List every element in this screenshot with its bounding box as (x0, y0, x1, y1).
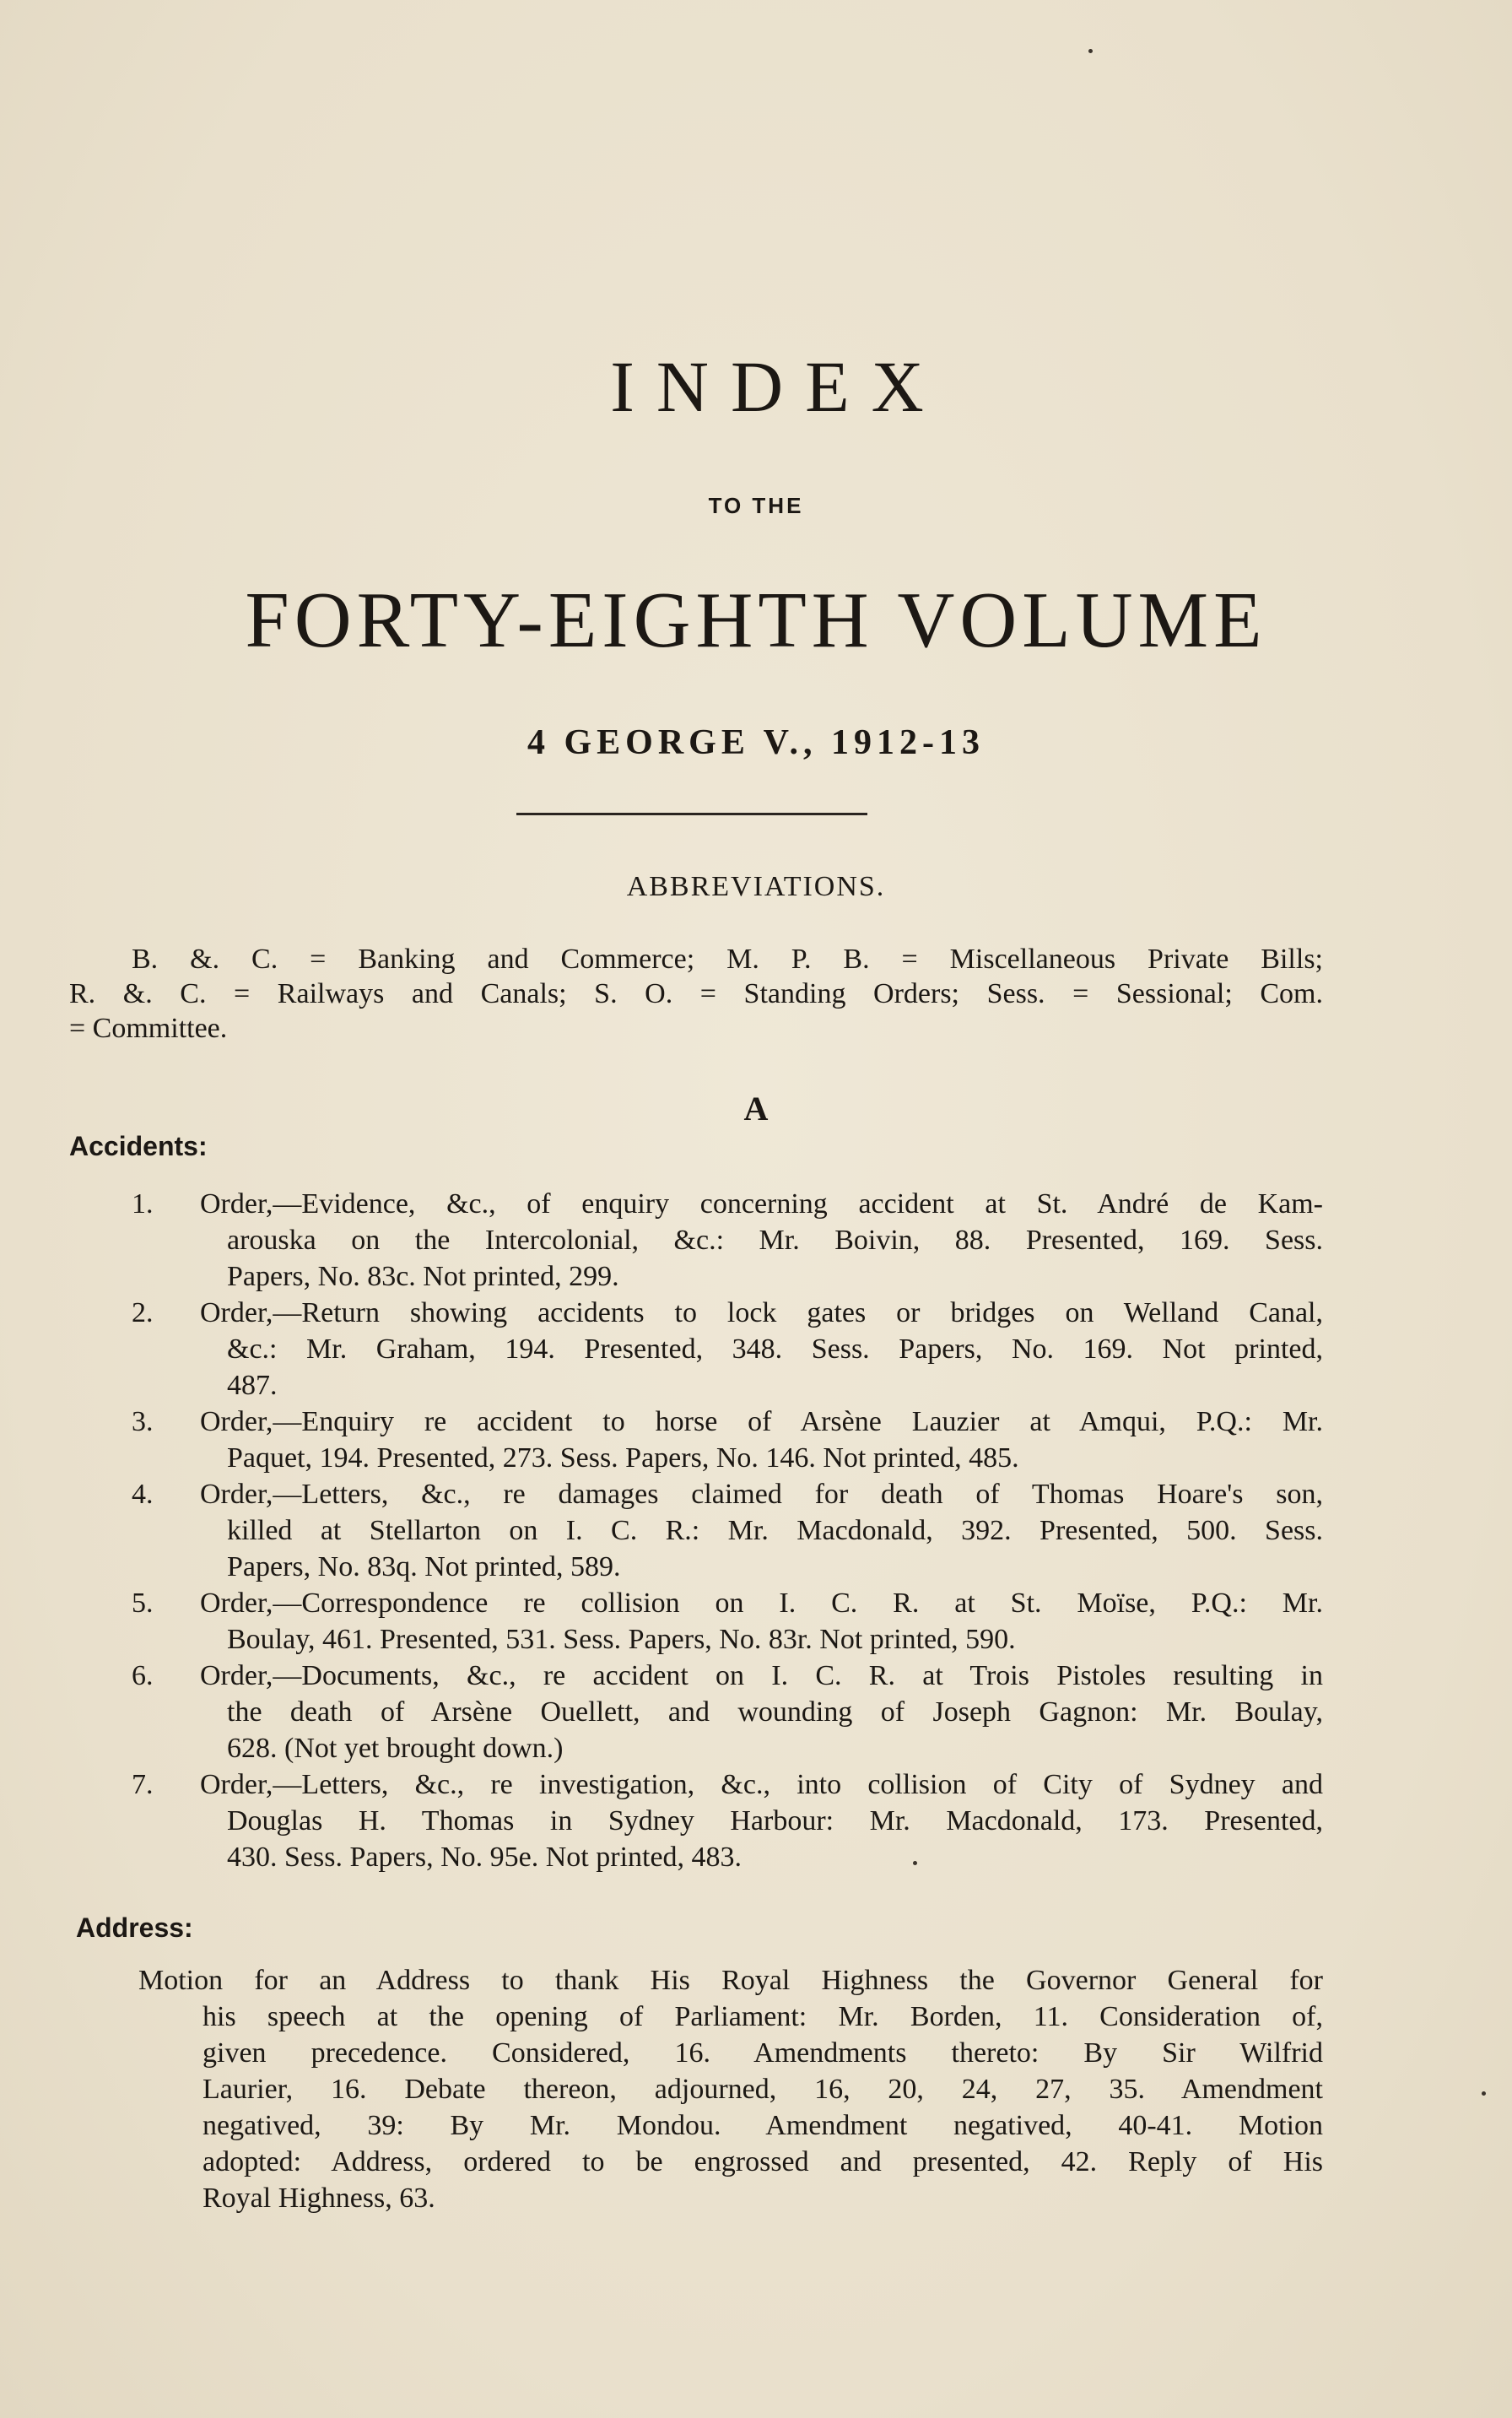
index-title: INDEX (610, 346, 946, 427)
entry-line: Order,—Correspondence re collision on I. C. R. at St. Moïse, P.Q.: Mr. (200, 1588, 1323, 1619)
paper-speck (1482, 2091, 1486, 2096)
entry-line: arouska on the Intercolonial, &c.: Mr. Boivin, 88. Presented, 169. Sess. (227, 1225, 1323, 1256)
address-line: Motion for an Address to thank His Royal Highness the Governor General for (138, 1965, 1323, 1996)
abbreviations-heading: ABBREVIATIONS. (626, 871, 886, 902)
volume-title: FORTY-EIGHTH VOLUME (245, 576, 1267, 664)
address-line: negatived, 39: By Mr. Mondou. Amendment negatived, 40-41. Motion (202, 2110, 1323, 2141)
entry-text (200, 1585, 1323, 1658)
address-line: Royal Highness, 63. (202, 2183, 435, 2214)
section-letter: A (743, 1090, 769, 1128)
abbreviations-line: B. &. C. = Banking and Commerce; M. P. B. = Miscellaneous Private Bills; (132, 944, 1323, 975)
reign-subtitle: 4 GEORGE V., 1912-13 (526, 723, 985, 762)
entry-line: Papers, No. 83c. Not printed, 299. (227, 1261, 619, 1292)
address-line: his speech at the opening of Parliament: Mr. Borden, 11. Consideration of, (202, 2001, 1323, 2032)
entry-line: 628. (Not yet brought down.) (227, 1733, 564, 1764)
abbreviations-line: R. &. C. = Railways and Canals; S. O. = Standing Orders; Sess. = Sessional; Com. (69, 978, 1323, 1009)
entry-text (200, 1295, 1323, 1404)
entry-number: 7. (132, 1769, 154, 1800)
entry-text (200, 1766, 1323, 1875)
entry-number: 6. (132, 1660, 154, 1691)
entry-line: Order,—Enquiry re accident to horse of Arsène Lauzier at Amqui, P.Q.: Mr. (200, 1406, 1323, 1437)
entry-line: the death of Arsène Ouellett, and wounding of Joseph Gagnon: Mr. Boulay, (227, 1696, 1323, 1728)
entry-line: Order,—Return showing accidents to lock gates or bridges on Welland Canal, (200, 1297, 1323, 1328)
entry-number: 2. (132, 1297, 154, 1328)
title-divider (516, 813, 867, 815)
entry-line: Boulay, 461. Presented, 531. Sess. Papers, No. 83r. Not printed, 590. (227, 1624, 1016, 1655)
entry-text (200, 1476, 1323, 1585)
entry-line: Order,—Evidence, &c., of enquiry concerning accident at St. André de Kam- (200, 1188, 1323, 1220)
accidents-heading: Accidents: (69, 1131, 208, 1161)
entry-number: 1. (132, 1188, 154, 1220)
entry-line: Order,—Letters, &c., re investigation, &c., into collision of City of Sydney and (200, 1769, 1323, 1800)
entry-text (200, 1404, 1323, 1476)
entry-text (200, 1186, 1323, 1295)
entry-line: Douglas H. Thomas in Sydney Harbour: Mr. Macdonald, 173. Presented, (227, 1805, 1323, 1836)
entry-number: 3. (132, 1406, 154, 1437)
entry-number: 4. (132, 1479, 154, 1510)
paper-speck (913, 1861, 917, 1865)
entry-number: 5. (132, 1588, 154, 1619)
address-line: adopted: Address, ordered to be engrossed and presented, 42. Reply of His (202, 2146, 1323, 2177)
entry-text (200, 1658, 1323, 1766)
to-the-subtitle: TO THE (708, 493, 804, 518)
entry-line: Order,—Letters, &c., re damages claimed for death of Thomas Hoare's son, (200, 1479, 1323, 1510)
address-line: Laurier, 16. Debate thereon, adjourned, 16, 20, 24, 27, 35. Amendment (202, 2074, 1323, 2105)
entry-line: 487. (227, 1370, 278, 1401)
entry-line: &c.: Mr. Graham, 194. Presented, 348. Sess. Papers, No. 169. Not printed, (227, 1333, 1323, 1365)
entry-line: Papers, No. 83q. Not printed, 589. (227, 1551, 621, 1582)
address-heading: Address: (76, 1912, 193, 1943)
abbreviations-line: = Committee. (69, 1013, 228, 1044)
address-line: given precedence. Considered, 16. Amendments thereto: By Sir Wilfrid (202, 2037, 1323, 2069)
entry-line: Order,—Documents, &c., re accident on I. C. R. at Trois Pistoles resulting in (200, 1660, 1323, 1691)
entry-line: 430. Sess. Papers, No. 95e. Not printed, 483. (227, 1842, 742, 1873)
paper-speck (1088, 49, 1093, 53)
entry-line: killed at Stellarton on I. C. R.: Mr. Macdonald, 392. Presented, 500. Sess. (227, 1515, 1323, 1546)
entry-line: Paquet, 194. Presented, 273. Sess. Papers, No. 146. Not printed, 485. (227, 1442, 1019, 1474)
